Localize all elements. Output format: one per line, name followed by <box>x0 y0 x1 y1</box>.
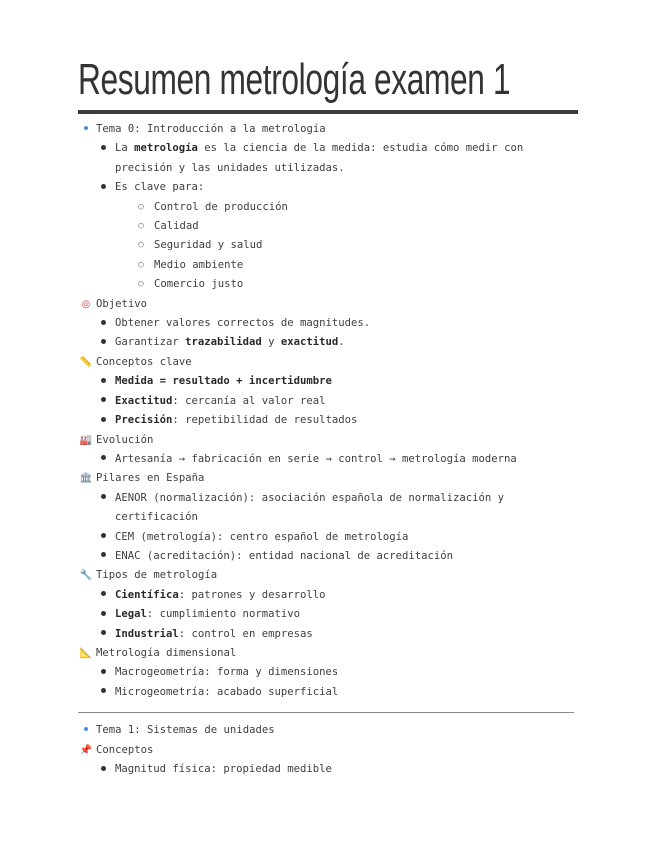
evolucion-heading: Evolución <box>96 433 154 446</box>
list-item: Microgeometría: acabado superficial <box>78 683 578 702</box>
sub-list-item: ○ Calidad <box>78 217 578 236</box>
sub-list-item: ○ Seguridad y salud <box>78 236 578 255</box>
sub-list-item: ○ Medio ambiente <box>78 256 578 275</box>
hollow-bullet-icon: ○ <box>138 279 144 290</box>
target-icon: ◎ <box>81 298 91 310</box>
bullet-icon <box>95 683 111 702</box>
tipos-heading: Tipos de metrología <box>96 569 218 582</box>
dimensional-heading: Metrología dimensional <box>96 646 237 659</box>
hollow-bullet-icon: ○ <box>138 221 144 232</box>
bullet-icon <box>95 333 111 352</box>
bullet-icon <box>95 314 111 333</box>
bullet-icon <box>95 760 111 779</box>
bullet-icon <box>95 450 111 469</box>
tema0-heading-row <box>78 120 578 139</box>
dimensional-heading-row <box>78 644 578 663</box>
bullet-icon <box>95 625 111 644</box>
sub-list-item: ○ Comercio justo <box>78 275 578 294</box>
bullet-icon <box>95 489 111 508</box>
list-item: Artesanía → fabricación en serie → control → metrología moderna <box>78 450 578 469</box>
title-underline <box>78 110 578 114</box>
bullet-icon <box>95 547 111 566</box>
conceptos-heading: Conceptos clave <box>96 355 192 368</box>
list-item: La metrología es la ciencia de la medida: estudia cómo medir con precisión y las unidades utilizadas. <box>78 139 578 178</box>
list-item: Magnitud física: propiedad medible <box>78 760 578 779</box>
tema0-heading: Tema 0: Introducción a la metrología <box>96 123 326 135</box>
conceptos-heading-row <box>78 353 578 372</box>
list-item: Garantizar trazabilidad y exactitud. <box>78 333 578 352</box>
tema1-heading: Tema 1: Sistemas de unidades <box>96 724 275 737</box>
bullet-icon <box>95 411 111 430</box>
section-divider <box>78 712 574 713</box>
list-item: Industrial: control en empresas <box>78 625 578 644</box>
classical-building-icon: 🏛 <box>79 473 93 485</box>
list-item: Macrogeometría: forma y dimensiones <box>78 663 578 682</box>
list-item: CEM (metrología): centro español de metrología <box>78 528 578 547</box>
list-item: ENAC (acreditación): entidad nacional de acreditación <box>78 547 578 566</box>
tema1-heading-row <box>78 721 578 740</box>
hollow-bullet-icon: ○ <box>138 201 144 212</box>
tipos-heading-row <box>78 566 578 585</box>
list-item: Legal: cumplimiento normativo <box>78 605 578 624</box>
bullet-icon <box>95 586 111 605</box>
metrologia-term: metrología <box>134 142 198 155</box>
evolucion-heading-row <box>78 431 578 450</box>
list-item: Exactitud: cercanía al valor real <box>78 392 578 411</box>
sub-list-item: ○ Control de producción <box>78 198 578 217</box>
list-item: AENOR (normalización): asociación española de normalización y certificación <box>78 489 578 528</box>
page-title: Resumen metrología examen 1 <box>78 55 511 104</box>
triangle-ruler-icon: 📐 <box>79 647 93 659</box>
pilares-heading-row <box>78 469 578 488</box>
objetivo-heading: Objetivo <box>96 297 148 310</box>
list-item: Medida = resultado + incertidumbre <box>78 372 578 391</box>
list-item: Precisión: repetibilidad de resultados <box>78 411 578 430</box>
hollow-bullet-icon: ○ <box>138 240 144 251</box>
bullet-icon <box>95 139 111 158</box>
ruler-icon: 📏 <box>79 356 93 368</box>
objetivo-heading-row <box>78 295 578 314</box>
small-blue-diamond-icon <box>78 721 94 740</box>
bullet-icon <box>95 392 111 411</box>
list-item: Es clave para: <box>78 178 578 197</box>
document-body <box>78 120 578 779</box>
small-blue-diamond-icon <box>78 120 94 139</box>
list-item: Científica: patrones y desarrollo <box>78 586 578 605</box>
hollow-bullet-icon: ○ <box>138 259 144 270</box>
tema1-conceptos-heading: Conceptos <box>96 743 154 756</box>
bullet-icon <box>95 605 111 624</box>
list-item: Obtener valores correctos de magnitudes. <box>78 314 578 333</box>
bullet-icon <box>95 663 111 682</box>
factory-icon: 🏭 <box>79 434 93 446</box>
bullet-icon <box>95 528 111 547</box>
bullet-icon <box>95 372 111 391</box>
bullet-icon <box>95 178 111 197</box>
wrench-icon: 🔧 <box>79 570 93 582</box>
pilares-heading: Pilares en España <box>96 472 205 485</box>
tema1-conceptos-row <box>78 741 578 760</box>
pushpin-icon: 📌 <box>79 744 93 756</box>
